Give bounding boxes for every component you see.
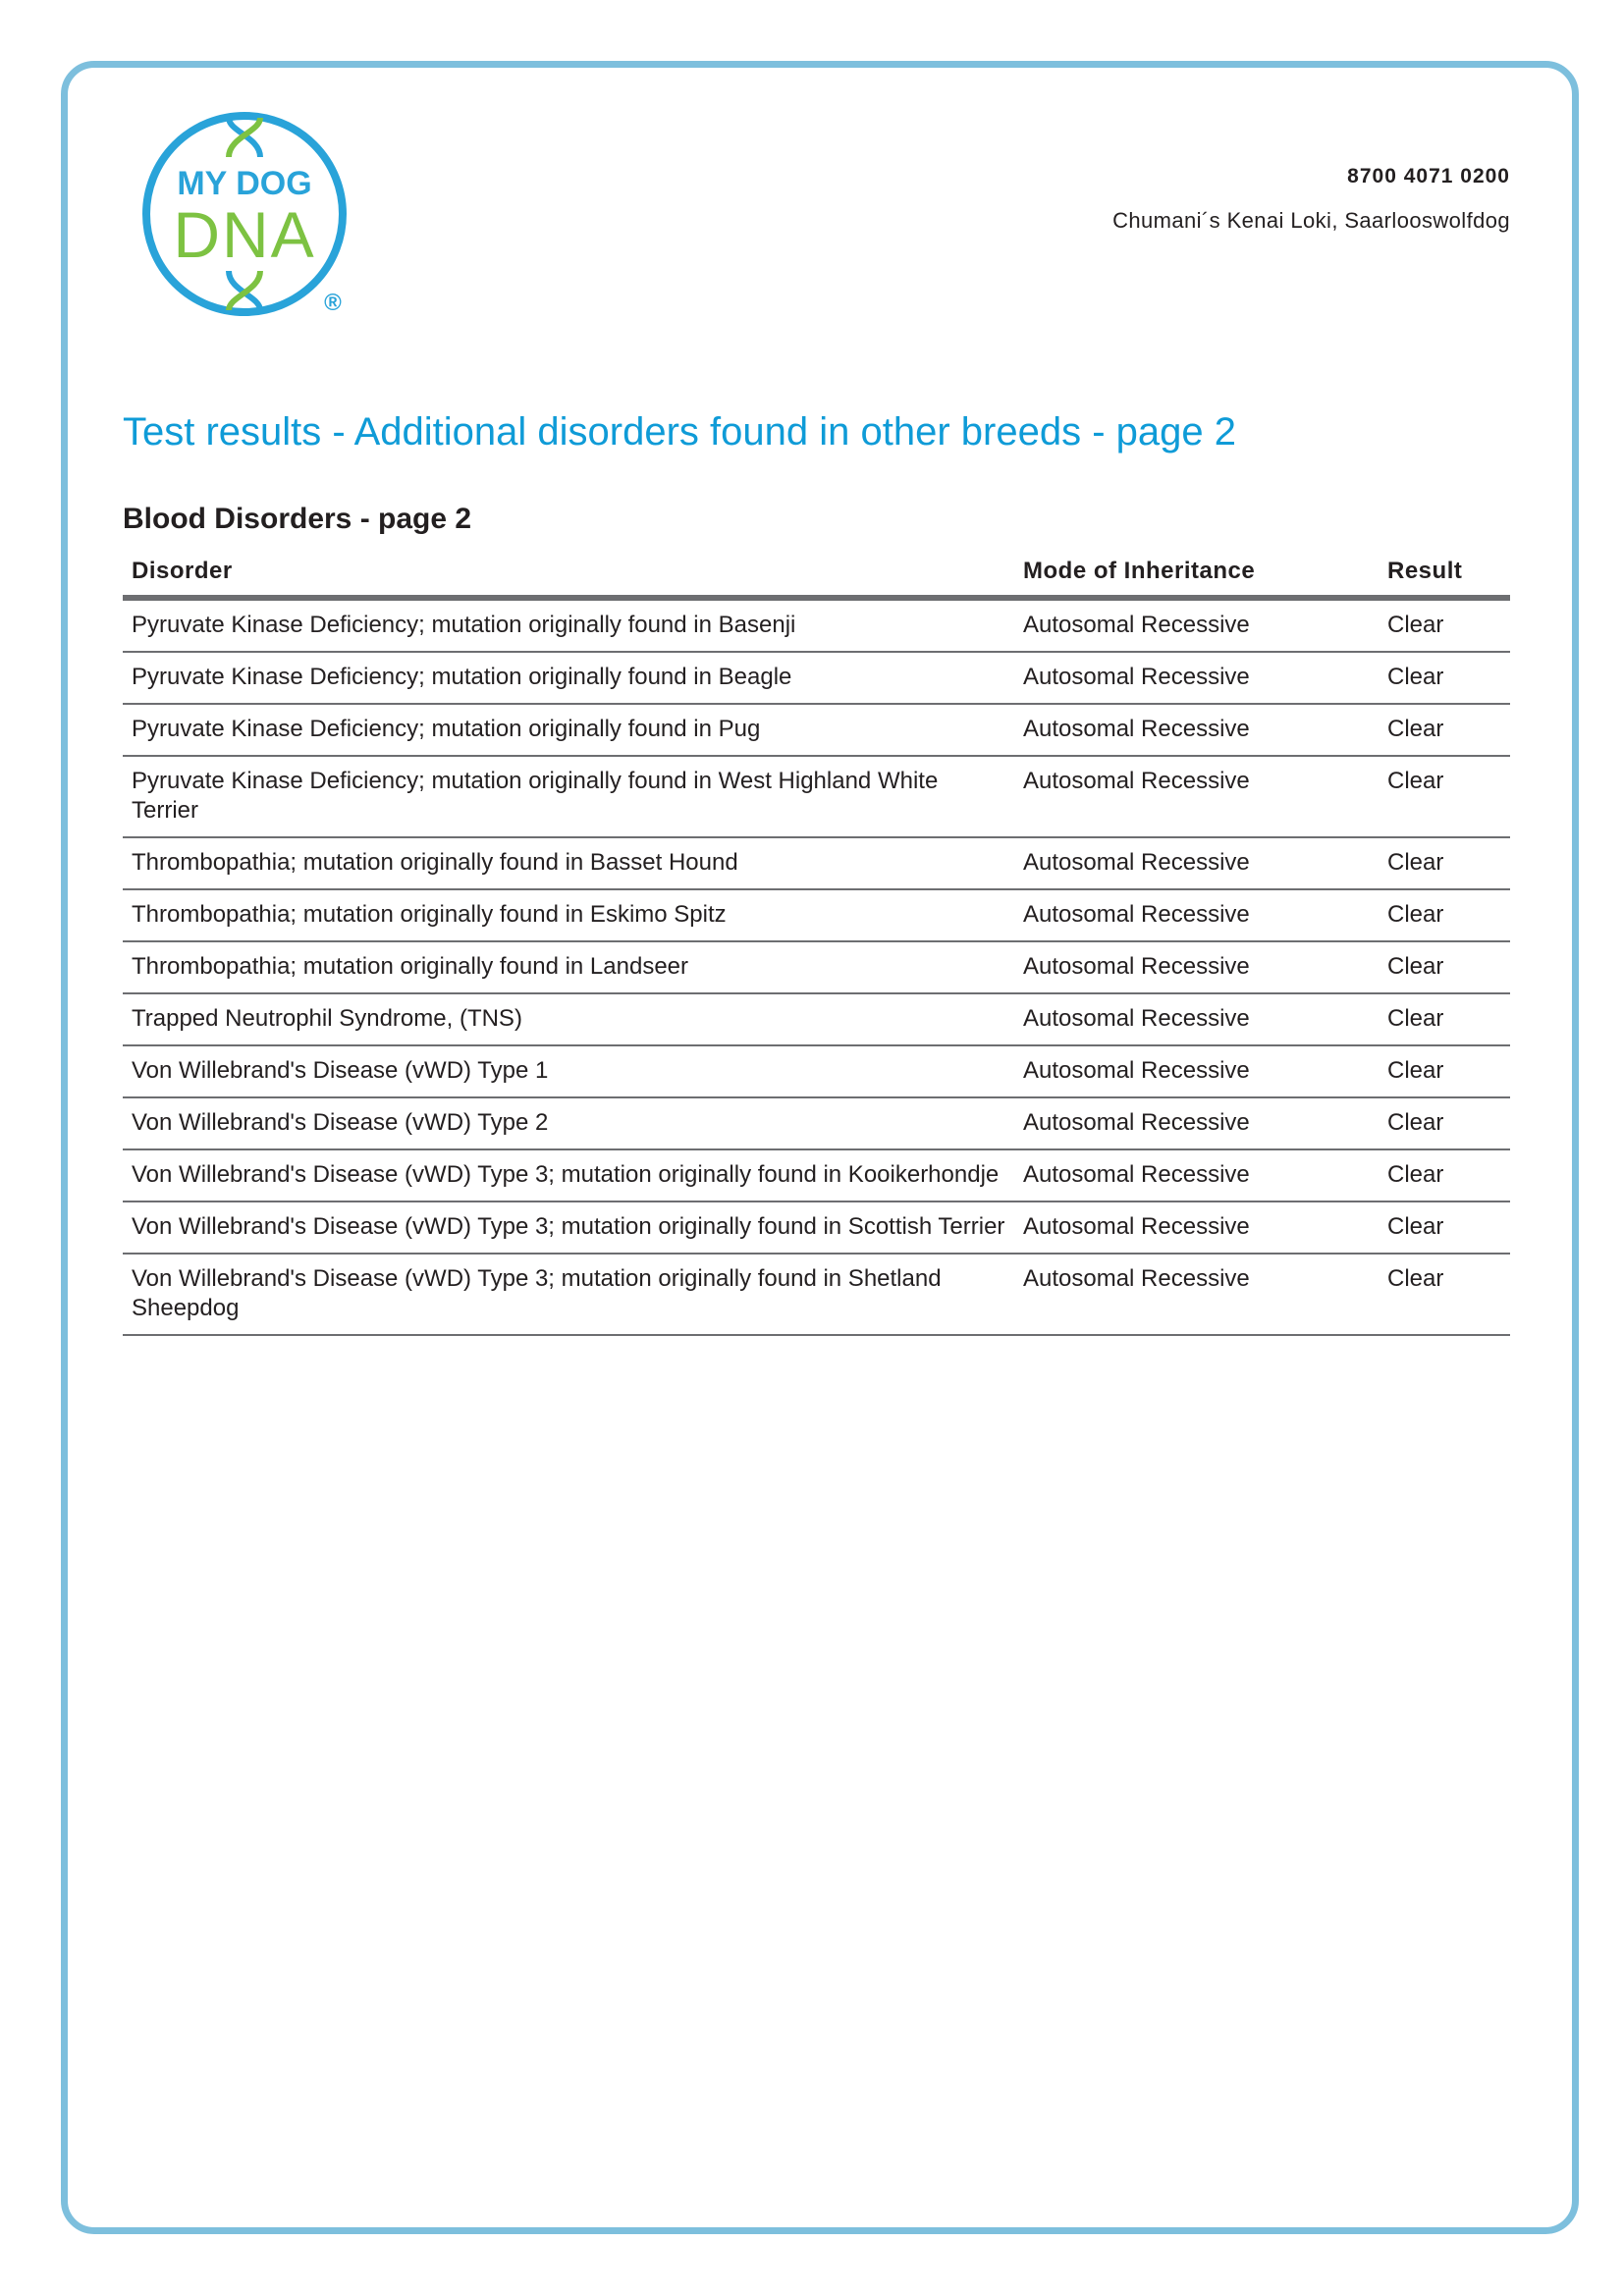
mode-cell: Autosomal Recessive xyxy=(1014,704,1379,756)
result-cell: Clear xyxy=(1379,837,1510,889)
table-row xyxy=(123,756,1510,837)
disorder-cell: Von Willebrand's Disease (vWD) Type 1 xyxy=(123,1045,1014,1097)
table-row xyxy=(123,704,1510,756)
disorder-cell: Pyruvate Kinase Deficiency; mutation originally found in Beagle xyxy=(123,652,1014,704)
disorder-cell: Thrombopathia; mutation originally found in Basset Hound xyxy=(123,837,1014,889)
table-row xyxy=(123,1149,1510,1201)
table-row xyxy=(123,837,1510,889)
disorder-cell: Pyruvate Kinase Deficiency; mutation originally found in West Highland White Terrier xyxy=(123,756,1014,837)
document-id: 8700 4071 0200 xyxy=(1347,165,1510,187)
registered-mark: ® xyxy=(324,290,342,316)
mode-cell: Autosomal Recessive xyxy=(1014,756,1379,837)
result-cell: Clear xyxy=(1379,889,1510,941)
result-cell: Clear xyxy=(1379,1097,1510,1149)
result-cell: Clear xyxy=(1379,1254,1510,1335)
mode-cell: Autosomal Recessive xyxy=(1014,1254,1379,1335)
table-row xyxy=(123,598,1510,652)
mode-cell: Autosomal Recessive xyxy=(1014,652,1379,704)
column-header-result: Result xyxy=(1379,550,1510,598)
result-cell: Clear xyxy=(1379,598,1510,652)
mode-cell: Autosomal Recessive xyxy=(1014,1201,1379,1254)
page-title: Test results - Additional disorders found in other breeds - page 2 xyxy=(123,410,1236,454)
disorder-cell: Von Willebrand's Disease (vWD) Type 3; mutation originally found in Kooikerhondje xyxy=(123,1149,1014,1201)
my-dog-dna-logo xyxy=(138,110,356,318)
logo-line-1: MY DOG xyxy=(177,165,312,202)
result-cell: Clear xyxy=(1379,941,1510,993)
mode-cell: Autosomal Recessive xyxy=(1014,837,1379,889)
table-row xyxy=(123,1201,1510,1254)
mode-cell: Autosomal Recessive xyxy=(1014,598,1379,652)
table-row xyxy=(123,993,1510,1045)
result-cell: Clear xyxy=(1379,1045,1510,1097)
result-cell: Clear xyxy=(1379,756,1510,837)
mode-cell: Autosomal Recessive xyxy=(1014,1097,1379,1149)
column-header-mode: Mode of Inheritance xyxy=(1014,550,1379,598)
result-cell: Clear xyxy=(1379,1201,1510,1254)
disorder-cell: Von Willebrand's Disease (vWD) Type 3; mutation originally found in Scottish Terrier xyxy=(123,1201,1014,1254)
mode-cell: Autosomal Recessive xyxy=(1014,941,1379,993)
section-title: Blood Disorders - page 2 xyxy=(123,503,472,535)
mode-cell: Autosomal Recessive xyxy=(1014,1045,1379,1097)
table-row xyxy=(123,941,1510,993)
disorder-cell: Thrombopathia; mutation originally found in Eskimo Spitz xyxy=(123,889,1014,941)
table-row xyxy=(123,652,1510,704)
table-row xyxy=(123,1097,1510,1149)
result-cell: Clear xyxy=(1379,652,1510,704)
result-cell: Clear xyxy=(1379,1149,1510,1201)
results-table xyxy=(123,550,1510,1336)
disorder-cell: Trapped Neutrophil Syndrome, (TNS) xyxy=(123,993,1014,1045)
disorder-cell: Von Willebrand's Disease (vWD) Type 3; mutation originally found in Shetland Sheepdog xyxy=(123,1254,1014,1335)
table-row xyxy=(123,1045,1510,1097)
disorder-cell: Pyruvate Kinase Deficiency; mutation originally found in Basenji xyxy=(123,598,1014,652)
table-row xyxy=(123,1254,1510,1335)
disorder-cell: Von Willebrand's Disease (vWD) Type 2 xyxy=(123,1097,1014,1149)
logo-line-2: DNA xyxy=(173,198,316,271)
disorder-cell: Pyruvate Kinase Deficiency; mutation originally found in Pug xyxy=(123,704,1014,756)
dog-name: Chumani´s Kenai Loki, Saarlooswolfdog xyxy=(1112,208,1510,233)
mode-cell: Autosomal Recessive xyxy=(1014,1149,1379,1201)
table-header-row xyxy=(123,550,1510,598)
result-cell: Clear xyxy=(1379,704,1510,756)
disorder-cell: Thrombopathia; mutation originally found in Landseer xyxy=(123,941,1014,993)
column-header-disorder: Disorder xyxy=(123,550,1014,598)
table-row xyxy=(123,889,1510,941)
mode-cell: Autosomal Recessive xyxy=(1014,889,1379,941)
result-cell: Clear xyxy=(1379,993,1510,1045)
mode-cell: Autosomal Recessive xyxy=(1014,993,1379,1045)
